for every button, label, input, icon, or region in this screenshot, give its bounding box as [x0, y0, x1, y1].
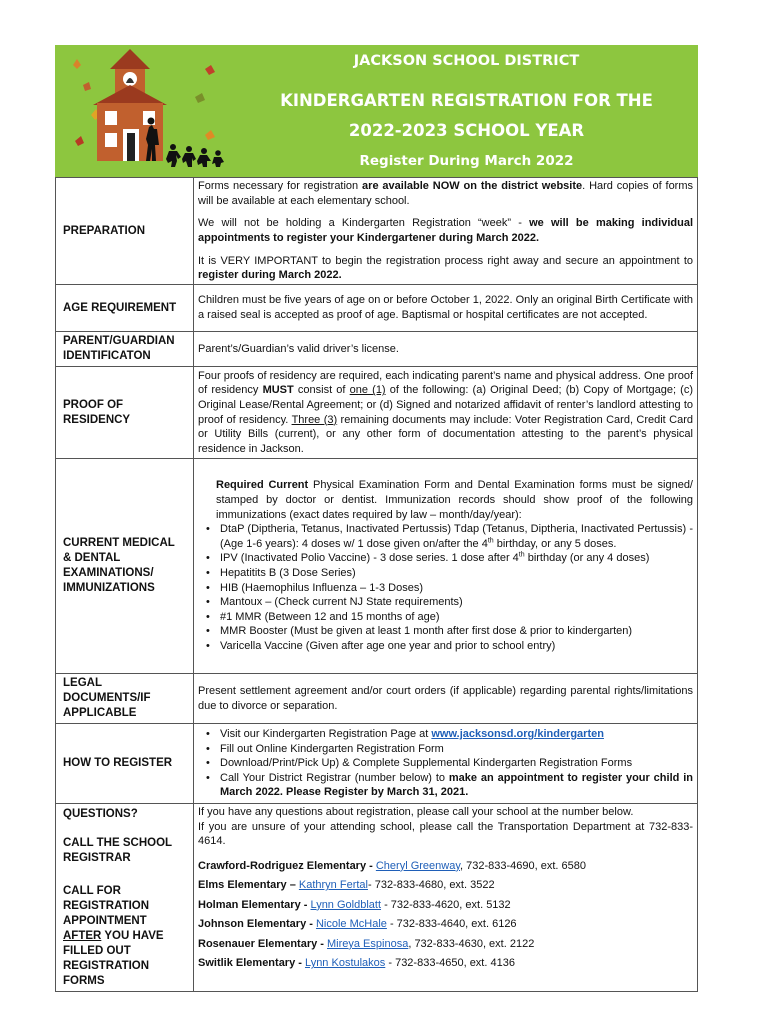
row-preparation	[56, 178, 698, 285]
list-item: Crawford-Rodriguez Elementary - Cheryl Greenway, 732-833-4690, ext. 6580	[198, 859, 587, 872]
preparation-paragraph-2: We will not be holding a Kindergarten Registration “week” - we will be making individual appointments to register your Kindergartener during March 2022.	[198, 217, 693, 244]
label-age: AGE REQUIREMENT	[56, 285, 194, 332]
list-item: • Mantoux – (Check current NJ State requirements)	[220, 595, 693, 610]
registration-table	[55, 177, 698, 992]
list-item: • Visit our Kindergarten Registration Page at www.jacksonsd.org/kindergarten	[220, 727, 693, 742]
label-medical: CURRENT MEDICAL & DENTAL EXAMINATIONS/ IMMUNIZATIONS	[56, 459, 194, 674]
register-steps	[198, 727, 693, 800]
call-school-label: CALL THE SCHOOL REGISTRAR	[63, 837, 172, 864]
immunization-list	[198, 522, 693, 653]
school-contact-link[interactable]: Kathryn Fertal	[298, 879, 368, 892]
list-item: • Call Your District Registrar (number below) to make an appointment to register your child in March 2022. Please Register by March 31, 2021.	[220, 771, 693, 800]
cell-medical	[194, 459, 698, 674]
label-residency: PROOF OF RESIDENCY	[56, 367, 194, 459]
medical-intro: Required Current Physical Examination Form and Dental Examination forms must be signed/ stamped by doctor or dentist. Immunization records should show proof of the following immunizations (exact dates required by law – month/day/year):	[216, 479, 693, 521]
label-register: HOW TO REGISTER	[56, 724, 194, 804]
school-contact-link[interactable]: Mireya Espinosa	[327, 937, 409, 950]
questions-label: QUESTIONS?	[63, 808, 138, 820]
list-item: Rosenauer Elementary - Mireya Espinosa, 732-833-4630, ext. 2122	[198, 937, 535, 950]
district-name: JACKSON SCHOOL DISTRICT	[353, 53, 580, 69]
cell-residency	[194, 367, 698, 459]
row-parent	[56, 332, 698, 367]
list-item: • Download/Print/Pick Up) & Complete Supplemental Kindergarten Registration Forms	[220, 756, 693, 771]
row-medical	[56, 459, 698, 674]
cell-age	[194, 285, 698, 332]
school-contact-link[interactable]: Cheryl Greenway	[375, 859, 461, 872]
title-line-2: 2022-2023 SCHOOL YEAR	[348, 121, 585, 140]
list-item: • Fill out Online Kindergarten Registration Form	[220, 742, 693, 757]
age-text: Children must be five years of age on or before October 1, 2022. Only an original Birth Certificate with a raised seal is accepted as proof of age. Baptismal or hospital certificates are not accepted.	[198, 294, 693, 321]
row-register	[56, 724, 698, 804]
school-list	[198, 857, 693, 974]
list-item: Holman Elementary - Lynn Goldblatt - 732-833-4620, ext. 5132	[198, 898, 511, 911]
list-item: • DtaP (Diptheria, Tetanus, Inactivated Pertussis) Tdap (Tetanus, Diptheria, Inactivated Pertussis) - (Age 1-6 years): 4 doses w/ 1 dose given on/after the 4th birthday, or any 5 doses.	[220, 522, 693, 551]
cell-parent	[194, 332, 698, 367]
list-item: • HIB (Haemophilus Influenza – 1-3 Doses)	[220, 581, 693, 596]
row-questions	[56, 804, 698, 992]
call-appointment-label: CALL FOR REGISTRATION APPOINTMENT AFTER YOU HAVE FILLED OUT REGISTRATION FORMS	[63, 885, 164, 987]
subtitle: Register During March 2022	[359, 153, 574, 169]
row-residency	[56, 367, 698, 459]
questions-text-2: If you are unsure of your attending school, please call the Transportation Department at 732-833-4614.	[198, 820, 693, 848]
list-item: • Hepatitits B (3 Dose Series)	[220, 566, 693, 581]
list-item: • MMR Booster (Must be given at least 1 month after first dose & prior to kindergarten)	[220, 624, 693, 639]
cell-preparation	[194, 178, 698, 285]
row-legal	[56, 674, 698, 724]
list-item: • IPV (Inactivated Polio Vaccine) - 3 dose series. 1 dose after 4th birthday (or any 4 doses)	[220, 551, 693, 566]
school-contact-link[interactable]: Nicole McHale	[315, 918, 387, 931]
list-item: • Varicella Vaccine (Given after age one year and prior to school entry)	[220, 639, 693, 654]
cell-register	[194, 724, 698, 804]
row-age	[56, 285, 698, 332]
legal-text: Present settlement agreement and/or court orders (if applicable) regarding parental rights/limitations due to divorce or separation.	[198, 684, 693, 712]
questions-text-1: If you have any questions about registration, please call your school at the number below.	[198, 806, 634, 818]
label-legal: LEGAL DOCUMENTS/IF APPLICABLE	[56, 674, 194, 724]
header-banner	[55, 45, 698, 177]
preparation-paragraph-3: It is VERY IMPORTANT to begin the registration process right away and secure an appointment to register during March 2022.	[198, 254, 693, 282]
list-item: • #1 MMR (Between 12 and 15 months of age)	[220, 610, 693, 625]
list-item: Johnson Elementary - Nicole McHale - 732-833-4640, ext. 6126	[198, 918, 517, 931]
school-contact-link[interactable]: Lynn Kostulakos	[304, 957, 386, 970]
preparation-paragraph-1: Forms necessary for registration are available NOW on the district website. Hard copies of forms will be available at each elementary school.	[198, 180, 694, 207]
cell-questions	[194, 804, 698, 992]
label-parent: PARENT/GUARDIAN IDENTIFICATON	[56, 332, 194, 367]
cell-legal	[194, 674, 698, 724]
list-item: Elms Elementary – Kathryn Fertal- 732-833-4680, ext. 3522	[198, 879, 495, 892]
list-item: Switlik Elementary - Lynn Kostulakos - 732-833-4650, ext. 4136	[198, 957, 515, 970]
school-illustration-icon	[55, 45, 230, 177]
kindergarten-page-link[interactable]: www.jacksonsd.org/kindergarten	[431, 728, 604, 741]
residency-text: Four proofs of residency are required, each indicating parent’s name and physical address. One proof of residency MUST consist of one (1) of the following: (a) Original Deed; (b) Copy of Mortgage; (c) Original Lease/Rental Agreement; or (d) Signed and notarized affidavit of renter’s landlord attesting to proof of residency. Three (3) remaining documents may include: Voter Registration Card, Credit Card or Utility Bills (current), or any other form of documentation attesting to the parent’s physical residence in Jackson.	[198, 369, 694, 455]
label-preparation: PREPARATION	[56, 178, 194, 285]
parent-text: Parent’s/Guardian’s valid driver’s license.	[198, 342, 399, 355]
label-questions	[56, 804, 194, 992]
school-contact-link[interactable]: Lynn Goldblatt	[310, 898, 382, 911]
title-line-1: KINDERGARTEN REGISTRATION FOR THE	[280, 91, 653, 110]
